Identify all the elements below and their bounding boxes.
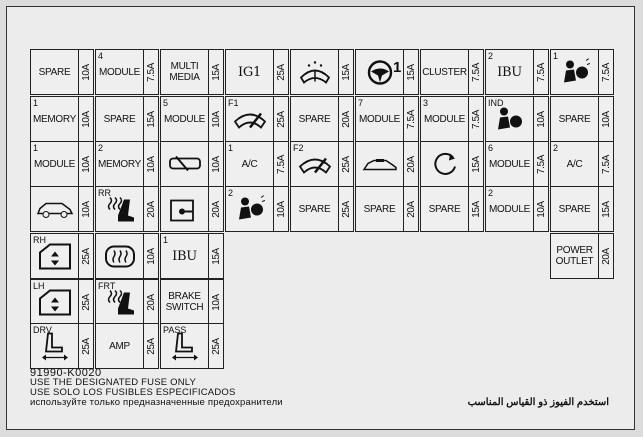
fuse-number: RR xyxy=(98,188,111,198)
fuse-number: 1 xyxy=(33,98,39,108)
fuse-slot xyxy=(30,49,94,95)
fuse-label-area xyxy=(291,97,338,141)
fuse-number: F2 xyxy=(293,143,304,153)
fuse-label-area xyxy=(31,50,78,94)
rear-defrost-icon xyxy=(103,244,137,273)
fuse-slot xyxy=(290,186,354,232)
fuse-slot xyxy=(550,49,614,95)
airbag-indicator-icon xyxy=(495,106,525,137)
fuse-slot xyxy=(420,141,484,187)
fuse-amperage: 10A xyxy=(80,110,92,128)
fuse-label-area xyxy=(551,97,598,141)
rotation-icon xyxy=(431,151,459,182)
amperage-box xyxy=(208,142,223,186)
fuse-label: MULTI MEDIA xyxy=(169,61,200,83)
fuse-slot xyxy=(485,96,549,142)
heated-seat-icon xyxy=(104,289,136,320)
amperage-box xyxy=(403,97,418,141)
fuse-amperage: 25A xyxy=(80,247,92,265)
fuse-number: F1 xyxy=(228,98,239,108)
fuse-label-area xyxy=(31,187,78,231)
amperage-box xyxy=(78,187,93,231)
amperage-box xyxy=(208,50,223,94)
fuse-amperage: 10A xyxy=(535,110,547,128)
fuse-amperage: 15A xyxy=(470,200,482,218)
fuse-slot xyxy=(30,323,94,369)
power-seat-icon xyxy=(38,332,72,365)
fuse-amperage: 25A xyxy=(275,110,287,128)
amperage-box xyxy=(533,50,548,94)
fuse-label: MODULE xyxy=(489,203,530,215)
instruction-arabic: استخدم الفيوز ذو القياس المناسب xyxy=(467,397,609,408)
amperage-box xyxy=(78,234,93,278)
fuse-slot xyxy=(290,96,354,142)
amperage-box xyxy=(598,142,613,186)
fuse-amperage: 7.5A xyxy=(535,154,547,174)
fuse-amperage: 10A xyxy=(145,155,157,173)
fuse-slot xyxy=(160,49,224,95)
amperage-box xyxy=(403,50,418,94)
window-icon xyxy=(38,243,72,274)
amperage-box xyxy=(273,50,288,94)
fuse-label: SPARE xyxy=(38,66,71,78)
fuse-label: AMP xyxy=(109,340,130,352)
fuse-slot xyxy=(95,279,159,325)
fuse-label: SPARE xyxy=(428,203,461,215)
fuse-slot xyxy=(485,186,549,232)
fuse-amperage: 20A xyxy=(600,247,612,265)
fuse-label: CLUSTER xyxy=(422,66,467,78)
fuse-label: MODULE xyxy=(359,113,400,125)
amperage-box xyxy=(208,280,223,324)
fuse-label: MODULE xyxy=(489,158,530,170)
fuse-amperage: 10A xyxy=(535,200,547,218)
fuse-slot xyxy=(420,186,484,232)
fuse-slot xyxy=(95,49,159,95)
amperage-box xyxy=(533,142,548,186)
fuse-slot xyxy=(420,49,484,95)
amperage-box xyxy=(273,97,288,141)
fuse-amperage: 15A xyxy=(210,247,222,265)
amperage-box xyxy=(533,97,548,141)
fuse-label-area xyxy=(161,50,208,94)
fuse-label-area xyxy=(551,50,598,94)
amperage-box xyxy=(468,97,483,141)
fuse-label-area xyxy=(96,142,143,186)
fuse-label-area xyxy=(421,142,468,186)
amperage-box xyxy=(143,280,158,324)
amperage-box xyxy=(338,97,353,141)
fuse-number: 1 xyxy=(228,143,234,153)
fuse-label: SPARE xyxy=(558,203,591,215)
instruction-spanish: USE SOLO LOS FUSIBLES ESPECIFICADOS xyxy=(30,387,236,398)
fuse-slot xyxy=(225,141,289,187)
fuse-label-area xyxy=(161,142,208,186)
fuse-label-area xyxy=(96,324,143,368)
instruction-russian: используйте только предназначенные предохранители xyxy=(30,397,283,408)
heated-seat-icon xyxy=(104,196,136,227)
fuse-label: SPARE xyxy=(298,113,331,125)
fuse-slot xyxy=(160,186,224,232)
fuse-slot xyxy=(420,96,484,142)
fuse-amperage: 10A xyxy=(210,293,222,311)
fuse-amperage: 10A xyxy=(80,63,92,81)
fuse-number: 3 xyxy=(423,98,429,108)
fuse-slot xyxy=(550,141,614,187)
footer-text xyxy=(30,368,283,408)
fuse-slot xyxy=(160,141,224,187)
fuse-amperage: 7.5A xyxy=(145,62,157,82)
fuse-slot xyxy=(550,96,614,142)
fuse-number: 2 xyxy=(228,188,234,198)
fuse-number: 2 xyxy=(98,143,104,153)
fuse-number: PASS xyxy=(163,325,187,335)
fuse-label-area xyxy=(226,187,273,231)
fuse-suffix-number: 1 xyxy=(392,59,401,76)
fuse-number: 6 xyxy=(488,143,494,153)
fuse-label-area xyxy=(161,234,208,278)
part-number: 91990-K0020 xyxy=(30,367,102,379)
fuse-amperage: 15A xyxy=(600,200,612,218)
fuse-label-area xyxy=(291,187,338,231)
fuse-slot xyxy=(30,186,94,232)
fuse-amperage: 10A xyxy=(145,247,157,265)
amperage-box xyxy=(143,187,158,231)
fuse-amperage: 10A xyxy=(80,200,92,218)
fuse-number: LH xyxy=(33,281,45,291)
fuse-number: 1 xyxy=(33,143,39,153)
fuse-label: SPARE xyxy=(103,113,136,125)
fuse-slot xyxy=(290,49,354,95)
fuse-number: 1 xyxy=(163,235,169,245)
door-lock-icon xyxy=(169,197,201,226)
fuse-amperage: 10A xyxy=(600,110,612,128)
amperage-box xyxy=(208,324,223,368)
front-wiper-icon xyxy=(233,108,267,135)
amperage-box xyxy=(78,324,93,368)
sunroof-icon xyxy=(362,156,398,177)
fuse-amperage: 15A xyxy=(405,63,417,81)
fuse-slot xyxy=(550,233,614,279)
fuse-label: IG1 xyxy=(238,64,261,80)
fuse-label-area xyxy=(421,187,468,231)
fuse-label-area xyxy=(486,50,533,94)
fuse-label-area xyxy=(31,142,78,186)
fuse-label: MODULE xyxy=(164,113,205,125)
instruction-english: USE THE DESIGNATED FUSE ONLY xyxy=(30,377,197,388)
amperage-box xyxy=(143,142,158,186)
washer-icon xyxy=(298,60,332,89)
fuse-label-area xyxy=(96,97,143,141)
amperage-box xyxy=(598,234,613,278)
airbag-icon xyxy=(235,196,265,227)
amperage-box xyxy=(403,142,418,186)
amperage-box xyxy=(208,187,223,231)
amperage-box xyxy=(78,50,93,94)
amperage-box xyxy=(338,50,353,94)
amperage-box xyxy=(78,280,93,324)
amperage-box xyxy=(143,324,158,368)
amperage-box xyxy=(533,187,548,231)
amperage-box xyxy=(598,187,613,231)
fuse-slot xyxy=(160,96,224,142)
amperage-box xyxy=(468,50,483,94)
fuse-amperage: 20A xyxy=(210,200,222,218)
airbag-icon xyxy=(560,59,590,90)
fuse-number: IND xyxy=(488,98,504,108)
fuse-label: SPARE xyxy=(363,203,396,215)
fuse-label-area xyxy=(551,187,598,231)
steering-wheel-icon xyxy=(367,60,393,89)
fuse-amperage: 20A xyxy=(405,155,417,173)
amperage-box xyxy=(598,97,613,141)
mirror-icon xyxy=(168,155,202,178)
amperage-box xyxy=(143,97,158,141)
fuse-label: A/C xyxy=(241,158,258,170)
front-wiper-icon xyxy=(298,153,332,180)
amperage-box xyxy=(143,234,158,278)
fuse-number: DRV xyxy=(33,325,52,335)
fuse-amperage: 15A xyxy=(210,63,222,81)
fuse-label-area xyxy=(96,234,143,278)
fuse-label-area xyxy=(486,142,533,186)
fuse-slot xyxy=(95,186,159,232)
fuse-number: FRT xyxy=(98,281,116,291)
fuse-amperage: 7.5A xyxy=(405,109,417,129)
fuse-label-area xyxy=(356,50,403,94)
fuse-slot xyxy=(225,96,289,142)
fuse-number: 2 xyxy=(553,143,559,153)
fuse-amperage: 15A xyxy=(470,155,482,173)
fuse-label-area xyxy=(226,50,273,94)
fuse-amperage: 25A xyxy=(80,337,92,355)
fuse-slot xyxy=(95,96,159,142)
fuse-slot xyxy=(550,186,614,232)
amperage-box xyxy=(208,234,223,278)
fuse-label: A/C xyxy=(566,158,583,170)
amperage-box xyxy=(598,50,613,94)
fuse-label-area xyxy=(161,280,208,324)
fuse-label: MEMORY xyxy=(32,113,77,125)
amperage-box xyxy=(78,97,93,141)
fuse-amperage: 25A xyxy=(145,337,157,355)
fuse-slot xyxy=(485,49,549,95)
fuse-label-area xyxy=(551,234,598,278)
fuse-slot xyxy=(30,279,94,325)
fuse-slot xyxy=(30,141,94,187)
fuse-slot xyxy=(160,233,224,279)
fuse-label-area xyxy=(356,142,403,186)
fuse-label-area xyxy=(356,97,403,141)
fuse-amperage: 25A xyxy=(340,155,352,173)
fuse-label-area xyxy=(161,97,208,141)
fuse-label-area xyxy=(161,187,208,231)
fuse-label: IBU xyxy=(497,64,522,80)
fuse-number: 2 xyxy=(488,188,494,198)
fuse-label-area xyxy=(31,97,78,141)
fuse-amperage: 10A xyxy=(80,155,92,173)
fuse-label-area xyxy=(551,142,598,186)
fuse-slot xyxy=(160,323,224,369)
fuse-slot xyxy=(30,96,94,142)
amperage-box xyxy=(338,187,353,231)
fuse-amperage: 10A xyxy=(275,200,287,218)
fuse-slot xyxy=(225,186,289,232)
fuse-label: MODULE xyxy=(99,66,140,78)
fuse-amperage: 7.5A xyxy=(275,154,287,174)
fuse-label: POWER OUTLET xyxy=(555,245,594,267)
fuse-label-area xyxy=(291,50,338,94)
fuse-label-area xyxy=(356,187,403,231)
fuse-label: BRAKE SWITCH xyxy=(165,291,204,313)
fuse-label-area xyxy=(226,142,273,186)
fuse-label: MODULE xyxy=(34,158,75,170)
fuse-amperage: 7.5A xyxy=(600,154,612,174)
fuse-amperage: 25A xyxy=(80,293,92,311)
fuse-amperage: 7.5A xyxy=(470,62,482,82)
fuse-label-area xyxy=(486,187,533,231)
fuse-slot xyxy=(355,141,419,187)
power-seat-icon xyxy=(168,332,202,365)
amperage-box xyxy=(403,187,418,231)
fuse-amperage: 25A xyxy=(210,337,222,355)
fuse-slot xyxy=(355,96,419,142)
amperage-box xyxy=(468,142,483,186)
amperage-box xyxy=(143,50,158,94)
amperage-box xyxy=(273,142,288,186)
fuse-amperage: 7.5A xyxy=(470,109,482,129)
fuse-amperage: 20A xyxy=(340,110,352,128)
fuse-number: RH xyxy=(33,235,46,245)
fuse-label: SPARE xyxy=(558,113,591,125)
amperage-box xyxy=(273,187,288,231)
fuse-slot xyxy=(355,49,419,95)
window-icon xyxy=(38,289,72,320)
fuse-slot xyxy=(225,49,289,95)
fuse-label-area xyxy=(96,50,143,94)
fuse-label: MODULE xyxy=(424,113,465,125)
car-icon xyxy=(36,201,74,222)
fuse-amperage: 10A xyxy=(210,110,222,128)
fuse-label: MEMORY xyxy=(97,158,142,170)
fuse-slot xyxy=(160,279,224,325)
amperage-box xyxy=(78,142,93,186)
fuse-slot xyxy=(30,233,94,279)
fuse-number: 2 xyxy=(488,51,494,61)
fuse-label-area xyxy=(421,97,468,141)
amperage-box xyxy=(468,187,483,231)
fuse-label: SPARE xyxy=(298,203,331,215)
fuse-number: 7 xyxy=(358,98,364,108)
fuse-slot xyxy=(95,141,159,187)
amperage-box xyxy=(338,142,353,186)
fuse-label: IBU xyxy=(172,248,197,264)
fuse-amperage: 10A xyxy=(210,155,222,173)
fuse-number: 5 xyxy=(163,98,169,108)
fuse-slot xyxy=(95,233,159,279)
fuse-amperage: 15A xyxy=(340,63,352,81)
fuse-amperage: 7.5A xyxy=(600,62,612,82)
fuse-amperage: 20A xyxy=(405,200,417,218)
fuse-number: 4 xyxy=(98,51,104,61)
amperage-box xyxy=(208,97,223,141)
fuse-amperage: 7.5A xyxy=(535,62,547,82)
fuse-number: 1 xyxy=(553,51,559,61)
fuse-slot xyxy=(95,323,159,369)
fuse-slot xyxy=(355,186,419,232)
fuse-slot xyxy=(485,141,549,187)
fuse-amperage: 15A xyxy=(145,110,157,128)
fuse-amperage: 20A xyxy=(145,200,157,218)
fuse-amperage: 25A xyxy=(340,200,352,218)
fuse-label-area xyxy=(421,50,468,94)
fuse-slot xyxy=(290,141,354,187)
fuse-amperage: 25A xyxy=(275,63,287,81)
fuse-amperage: 20A xyxy=(145,293,157,311)
